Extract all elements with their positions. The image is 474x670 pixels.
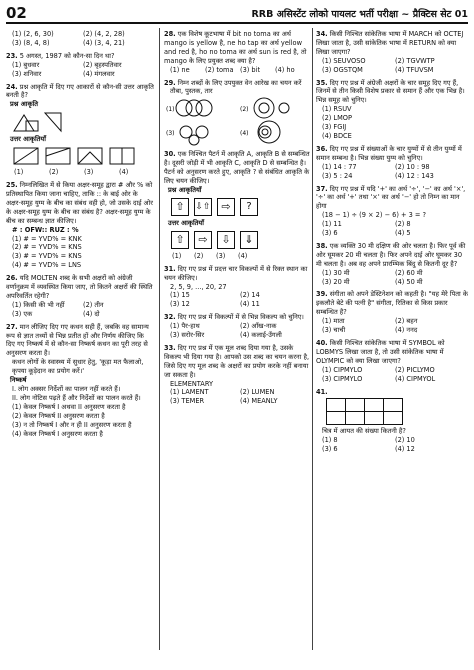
option: (2) 60 मी [395, 268, 423, 277]
option: (2) आँख-नाक [240, 322, 277, 331]
option: (4) ननद [395, 326, 418, 335]
question-25: 25. निम्नलिखित में से किया अक्षर-समूह द्वारा # और % को प्रतिस्थापित किया जाना चाहिए, ताकि :: के बाई ओर के अक्षर-समूह युग्म के बीच का संबंध वही हो, जो उसके दाई ओर के अक्षर-समूह युग्म के बीच का संबंध है? अक्षर-समूह युग्म के बीच का सम्बन्ध ज्ञात कीजिए। # : OFW:: RUZ : % (1) # = YVD% = KNK (2) # = YVD% = KNS (3) # = YVD% = KNS (4) # = YVD% = LNS [6, 181, 153, 270]
option: (2) केवल निष्कर्ष II अनुसरण करता है [12, 411, 105, 420]
option: (1) [14, 168, 24, 177]
option: (2) 10 : 98 [395, 162, 430, 171]
option: (4) मंगलवार [83, 69, 115, 78]
equation: # : OFW:: RUZ : % [12, 225, 79, 234]
question-37: 37. दिए गए प्रश्न में यदि '+' का अर्थ '÷', '−' का अर्थ '×', '÷' का अर्थ '+' तथा '×' का अर्थ '−' हो तो निम्न का मान होगा (18 − 1) ÷ (9 × 2) − 6) + 3 = ? (1) 11 (2) 8 (3) 6 (4) 5 [316, 185, 468, 238]
problem-figures [164, 197, 310, 217]
question-23: 23. 5 अगस्त, 1987 को कौन-सा दिन था? (1) बुधवार (2) बृहस्पतिवार (3) शनिवार (4) मंगलवार [6, 52, 154, 79]
option: (2) [240, 106, 249, 114]
option: (1) केवल निष्कर्ष I अथवा II अनुसरण करता है [12, 402, 126, 411]
conclusion: I. लोग अक्सर निर्देशों का पालन नहीं करते हैं। [12, 385, 121, 393]
question-text: एक विशेष कूटभाषा में bit no toma का अर्थ mango is yellow है, ne ho tap का अर्थ yellow and red है, ho no toma का अर्थ sun is red है, तो mango के लिए प्रयुक्त शब्द क्या है? [164, 30, 307, 65]
question-22-options [6, 30, 154, 48]
column-divider [312, 28, 313, 650]
option: (1) (2, 6, 30) [12, 30, 54, 38]
option: (3) OGSTQM [322, 65, 363, 74]
statement: कथन लोगों के स्वास्थ्य में सुधार हेतु, 'कूड़ा मत फैलाओ, कृपया कूड़ेदान का प्रयोग करें।' [12, 358, 144, 376]
option: (3) एक [12, 309, 33, 318]
option: (4) MEANLY [240, 397, 278, 406]
option: (3) TEMER [170, 397, 205, 406]
question-35: 35. दिए गए प्रश्न में अंग्रेजी अक्षरों के चार समूह दिए गए हैं, जिनमें से तीन किसी विशेष प्रकार से समान हैं और एक भिन्न है। भिन्न समूह को चुनिए। (1) RSUV (2) LMOP (3) FGIJ (4) BDCE [316, 79, 468, 141]
option: (2) 8 [395, 220, 411, 229]
option: (2) (4, 2, 28) [83, 30, 125, 38]
option: (4) ho [275, 65, 295, 74]
question-39: 39. संगीता को अपने डेस्टिनेशन को कहती है। "यह मेरे पिता के इकलौते बेटे की पत्नी है" संगीता, रितिका से किस प्रकार सम्बन्धित है? (1) माता (2) बहन (3) चाची (4) ननद [316, 290, 468, 335]
option: (3) चाची [322, 326, 346, 335]
option: (3) शनिवार [12, 69, 42, 78]
question-text: किसी निश्चित सांकेतिक भाषा में SYMBOL को LOBMYS लिखा जाता है, तो उसी सांकेतिक भाषा में OLYMPIC को क्या लिखा जाएगा? [316, 339, 445, 365]
option: (2) बृहस्पतिवार [83, 60, 122, 69]
option: (2) [49, 168, 59, 177]
option: (4) BDCE [322, 131, 352, 140]
column-2 [164, 30, 310, 410]
question-31: 31. दिए गए प्रश्न में प्रदत्त चार विकल्पों में से रिक्त स्थान का चयन कीजिए। 2, 5, 9, ..., 20, 27 (1) 15 (2) 14 (3) 12 (4) 11 [164, 265, 310, 310]
option: (1) [172, 251, 182, 260]
question-text: दिए गए प्रश्न में यदि '+' का अर्थ '÷', '−' का अर्थ '×', '÷' का अर्थ '+' तथा '×' का अर्थ '−' हो तो निम्न का मान होगा [316, 184, 466, 211]
answer-figure-label: उत्तर आकृतियाँ [168, 218, 204, 227]
option: (3) CIPMYLO [322, 374, 363, 383]
option: (3) [216, 251, 226, 260]
option: (1) 11 [322, 220, 342, 229]
arrow-down-icon: ⇩ [217, 231, 235, 249]
question-38: 38. एक व्यक्ति 30 मी दक्षिण की ओर चलता है। फिर पूर्व की ओर घूमकर 20 मी चलता है। फिर अपने दाई ओर घूमकर 30 मी चलता है। अब वह अपने प्रारम्भिक बिंदु से कितनी दूर है? (1) 30 मी (2) 60 मी (3) 20 मी (4) 50 मी [316, 242, 468, 287]
question-text: निम्नलिखित में से किया अक्षर-समूह द्वारा # और % को प्रतिस्थापित किया जाना चाहिए, ताकि :: के बाई ओर के अक्षर-समूह युग्म के बीच का संबंध वही हो, जो उसके दाई ओर के अक्षर-समूह युग्म के बीच का संबंध है? अक्षर-समूह युग्म के बीच का सम्बन्ध ज्ञात कीजिए। [6, 181, 153, 225]
question-box: ? [240, 198, 258, 216]
answer-shapes [12, 146, 140, 166]
option: (4) 5 [395, 229, 411, 238]
option: (3) [84, 168, 94, 177]
question-24: 24. प्रश्न आकृति में दिए गए आकारों से कौन-सी उत्तर आकृति बनती है? प्रश्न आकृति उत्तर आकृतियाँ (1) (2) (3) (4) [6, 82, 154, 177]
option: (1) 15 [170, 291, 190, 300]
problem-figure-label: प्रश्न आकृतियाँ [168, 185, 202, 194]
option: (2) तीन [83, 300, 104, 309]
option: (1) किसी की भी नहीं [12, 300, 65, 309]
option: (4) [238, 251, 248, 260]
option: (2) [194, 251, 204, 260]
arrow-right-icon: ⇨ [194, 231, 212, 249]
question-text: दिए गए प्रश्न में विकल्पों में से भिन्न विकल्प को चुनिए। [177, 313, 304, 322]
answer-figure-label: उत्तर आकृतियाँ [10, 135, 46, 144]
option: (1) [166, 106, 175, 114]
question-subtext: चित्र में आयत की संख्या कितनी है? [322, 427, 406, 436]
option: (2) toma [205, 65, 234, 74]
option: (1) 30 मी [322, 268, 350, 277]
problem-figure [6, 111, 154, 133]
problem-figure-label: प्रश्न आकृति [10, 100, 38, 109]
option: (1) ne [170, 65, 190, 74]
arrow-up-icon: ⇧ [171, 231, 189, 249]
conclusion-label: निष्कर्ष [10, 376, 27, 385]
option: (4) 12 : 143 [395, 171, 434, 180]
question-29: 29. निम्न शब्दों के लिए उपयुक्त वेन आरेख का चयन करें तौबा, पुस्तक, तार (1) (2) (3) (4) [164, 79, 310, 147]
question-28: 28. एक विशेष कूटभाषा में bit no toma का अर्थ mango is yellow है, ne ho tap का अर्थ yellow and red है, ho no toma का अर्थ sun is red है, तो mango के लिए प्रयुक्त शब्द क्या है? (1) ne (2) toma (3) bit (4) ho [164, 30, 310, 75]
option: (2) LUMEN [240, 388, 275, 397]
question-36: 36. दिए गए प्रश्न में संख्याओं के चार युग्मों में से तीन युग्मों में समान सम्बन्ध है। भिन्न संख्या युग्म को चुनिए। (1) 14 : 77 (2) 10 : 98 (3) 5 : 24 (4) 12 : 143 [316, 145, 468, 181]
question-text: दिए गए प्रश्न में अंग्रेजी अक्षरों के चार समूह दिए गए हैं, जिनमें से तीन किसी विशेष प्रकार से समान हैं और एक भिन्न है। भिन्न समूह को चुनिए। [316, 78, 465, 105]
option: (1) 14 : 77 [322, 162, 357, 171]
column-3 [316, 30, 468, 458]
option: (2) 14 [240, 291, 260, 300]
question-text: यदि MOLTEN शब्द के सभी अक्षरों को अंग्रेजी वर्णानुक्रम में व्यवस्थित किया जाए, तो कितने अक्षरों की स्थिति अपरिवर्तित रहेगी? [6, 274, 153, 300]
page-header [6, 4, 468, 24]
page-number: 02 [6, 4, 27, 22]
option: (3) 12 [170, 300, 190, 309]
option: (1) # = YVD% = KNK [12, 234, 82, 243]
arrow-down-icon: ⇓ [240, 231, 258, 249]
question-27: 27. मान लीजिए दिए गए कथन सही हैं, जबकि वह सामान्य रूप से ज्ञात तथ्यों से भिन्न प्रतीत हों और निर्णय कीजिए कि दिए गए निष्कर्ष में से कौन-सा निष्कर्ष कथन का पूरी तरह से अनुसरण करता है। कथन लोगों के स्वास्थ्य में सुधार हेतु, 'कूड़ा मत फैलाओ, कृपया कूड़ेदान का प्रयोग करें।' निष्कर्ष I. लोग अक्सर निर्देशों का पालन नहीं करते हैं। II. लोग नोटिस पढ़ते हैं और निर्देशों का पालन करते हैं। (1) केवल निष्कर्ष I अथवा II अनुसरण करता है (2) केवल निष्कर्ष II अनुसरण करता है (3) न तो निष्कर्ष I और न ही II अनुसरण करता है (4) केवल निष्कर्ष I अनुसरण करता है [6, 323, 154, 439]
expression: (18 − 1) ÷ (9 × 2) − 6) + 3 = ? [322, 211, 427, 220]
option: (2) 10 [395, 436, 415, 445]
option: (3) (8, 4, 8) [12, 38, 50, 47]
option: (2) PICLYMO [395, 365, 435, 374]
option: (1) पैर-हाथ [170, 322, 200, 331]
option: (4) [119, 168, 129, 177]
answer-figures [6, 146, 154, 166]
question-text: मान लीजिए दिए गए कथन सही हैं, जबकि वह सामान्य रूप से ज्ञात तथ्यों से भिन्न प्रतीत हों और निर्णय कीजिए कि दिए गए निष्कर्ष में से कौन-सा निष्कर्ष कथन का पूरी तरह से अनुसरण करता है। [6, 322, 149, 358]
option: (3) 6 [322, 229, 338, 238]
arrow-box: ⇨ [217, 198, 235, 216]
problem-shape [43, 111, 63, 133]
column-divider [159, 28, 160, 650]
option: (3) 20 मी [322, 277, 350, 286]
option: (2) LMOP [322, 114, 352, 123]
arrows-box: ⇩⇧ [194, 198, 212, 216]
option: (3) # = YVD% = KNS [12, 252, 82, 261]
question-text: किसी निश्चित सांकेतिक भाषा में MARCH को OCTEJ लिखा जाता है, उसी सांकेतिक भाषा में RETURN को क्या लिखा जाएगा? [316, 30, 464, 56]
option: (1) बुधवार [12, 60, 40, 69]
question-34: 34. किसी निश्चित सांकेतिक भाषा में MARCH को OCTEJ लिखा जाता है, उसी सांकेतिक भाषा में RETURN को क्या लिखा जाएगा? (1) SEUVOSO (2) TGVWTP (3) OGSTQM (4) TFUVSM [316, 30, 468, 75]
option: (4) दो [83, 309, 100, 318]
answer-figures [164, 230, 310, 250]
question-text: प्रश्न आकृति में दिए गए आकारों से कौन-सी उत्तर आकृति बनती है? [6, 82, 154, 100]
option: (4) TFUVSM [395, 65, 434, 74]
option: (2) बहन [395, 317, 418, 326]
option: (2) # = YVD% = KNS [12, 243, 82, 252]
word-list: तौबा, पुस्तक, तार [170, 87, 213, 96]
option: (3) FGIJ [322, 123, 347, 132]
arrow-up-box: ⇧ [171, 198, 189, 216]
number-series: 2, 5, 9, ..., 20, 27 [170, 282, 227, 291]
question-text: दिए गए प्रश्न में प्रदत्त चार विकल्पों में से रिक्त स्थान का चयन कीजिए। [164, 264, 308, 282]
option: (4) कलाई-उँगली [240, 331, 282, 340]
column-1 [6, 30, 154, 442]
question-text: एक व्यक्ति 30 मी दक्षिण की ओर चलता है। फिर पूर्व की ओर घूमकर 20 मी चलता है। फिर अपने दाई ओर घूमकर 30 मी चलता है। अब वह अपने प्रारम्भिक बिंदु से कितनी दूर है? [316, 241, 466, 268]
option: (4) CIPMYOL [395, 374, 436, 383]
running-title: RRB असिस्टेंट लोको पायलट भर्ती परीक्षा ~ प्रैक्टिस सेट 01 [251, 8, 468, 20]
option: (1) SEUVOSO [322, 56, 366, 65]
question-text: संगीता को अपने डेस्टिनेशन को कहती है। "यह मेरे पिता के इकलौते बेटे की पत्नी है" संगीता, रितिका से किस प्रकार सम्बन्धित है? [316, 290, 468, 317]
option: (3) न तो निष्कर्ष I और न ही II अनुसरण करता है [12, 420, 132, 429]
option: (4) 50 मी [395, 277, 423, 286]
option: (2) TGVWTP [395, 56, 435, 65]
question-30: 30. एक निश्चित पैटर्न में आकृति A, आकृति B से सम्बन्धित है। दूसरी जोड़ी में भी आकृति C, आकृति D से सम्बन्धित है। पैटर्न को अनुसरण करते हुए, आकृति ? से संबंधित आकृति के लिए चयन कीजिए। प्रश्न आकृतियाँ ⇧ ⇩⇧ ⇨ ? उत्तर आकृतियाँ ⇧ ⇨ ⇩ ⇓ (1) (2) (3) (4) [164, 150, 310, 260]
question-32: 32. दिए गए प्रश्न में विकल्पों में से भिन्न विकल्प को चुनिए। (1) पैर-हाथ (2) आँख-नाक (3) सरोर-सिर (4) कलाई-उँगली [164, 313, 310, 340]
option: (3) सरोर-सिर [170, 331, 205, 340]
option: (3) 5 : 24 [322, 171, 353, 180]
question-text: दिए गए प्रश्न में संख्याओं के चार युग्मों में से तीन युग्मों में समान सम्बन्ध है। भिन्न संख्या युग्म को चुनिए। [316, 144, 462, 162]
problem-shapes [12, 111, 40, 133]
option: (1) माता [322, 317, 345, 326]
option: (4) (3, 4, 21) [83, 38, 125, 47]
question-40: 40. किसी निश्चित सांकेतिक भाषा में SYMBOL को LOBMYS लिखा जाता है, तो उसी सांकेतिक भाषा में OLYMPIC को क्या लिखा जाएगा? (1) CIPMYLO (2) PICLYMO (3) CIPMYLO (4) CIPMYOL [316, 339, 468, 384]
question-text: निम्न शब्दों के लिए उपयुक्त वेन आरेख का चयन करें [177, 78, 302, 87]
option: (1) 8 [322, 436, 338, 445]
question-41: 41. चित्र में आयत की संख्या कितनी है? (1) 8 (2) 10 (3) 6 (4) 12 [316, 388, 468, 455]
option: (4) # = YVD% = LNS [12, 261, 82, 270]
option: (1) LAMENT [170, 388, 209, 397]
conclusion: II. लोग नोटिस पढ़ते हैं और निर्देशों का पालन करते हैं। [12, 393, 141, 402]
option: (4) 12 [395, 445, 415, 454]
question-33: 33. दिए गए प्रश्न में एक मूल शब्द दिया गया है, उसके विकल्प भी दिया गया है। आपको उस शब्द का चयन करना है, जिसे दिए गए मूल शब्द के अक्षरों का प्रयोग करके नहीं बनाया जा सकता है। ELEMENTARY (1) LAMENT (2) LUMEN (3) TEMER (4) MEANLY [164, 343, 310, 406]
option: (4) केवल निष्कर्ष I अनुसरण करता है [12, 429, 103, 438]
question-text: 5 अगस्त, 1987 को कौन-सा दिन था? [19, 51, 115, 60]
option: (3) 6 [322, 445, 338, 454]
rectangle-grid-figure [326, 398, 403, 425]
option: (4) [240, 130, 249, 138]
option: (1) RSUV [322, 105, 352, 114]
venn-diagrams [164, 96, 304, 146]
option: (3) bit [240, 65, 261, 74]
root-word: ELEMENTARY [170, 379, 214, 388]
option: (3) [166, 130, 175, 138]
option: (1) CIPMYLO [322, 365, 363, 374]
question-text: एक निश्चित पैटर्न में आकृति A, आकृति B से सम्बन्धित है। दूसरी जोड़ी में भी आकृति C, आकृति D से सम्बन्धित है। पैटर्न को अनुसरण करते हुए, आकृति ? से संबंधित आकृति के लिए चयन कीजिए। [164, 150, 310, 186]
question-text: दिए गए प्रश्न में एक मूल शब्द दिया गया है, उसके विकल्प भी दिया गया है। आपको उस शब्द का चयन करना है, जिसे दिए गए मूल शब्द के अक्षरों का प्रयोग करके नहीं बनाया जा सकता है। [164, 343, 310, 379]
question-26: 26. यदि MOLTEN शब्द के सभी अक्षरों को अंग्रेजी वर्णानुक्रम में व्यवस्थित किया जाए, तो कितने अक्षरों की स्थिति अपरिवर्तित रहेगी? (1) किसी की भी नहीं (2) तीन (3) एक (4) दो [6, 274, 153, 318]
option: (4) 11 [240, 300, 260, 309]
